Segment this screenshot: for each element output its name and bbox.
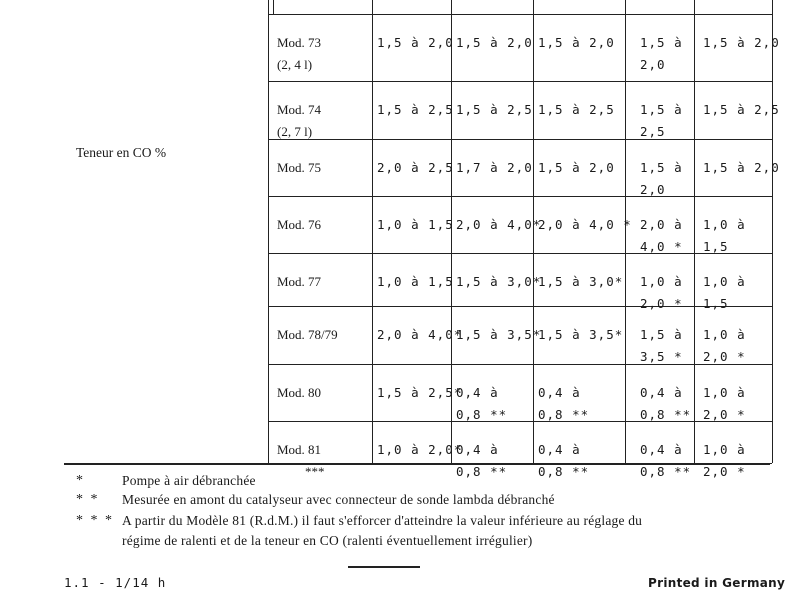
- model-label: (2, 7 l): [277, 124, 313, 139]
- co-value-cell: 1,5 à 3,0*: [456, 274, 542, 289]
- table-row-divider: [268, 14, 772, 15]
- co-value-cell: 1,5 à 2,0: [538, 160, 615, 175]
- co-value-cell: 1,5 à 2,5: [703, 102, 780, 117]
- co-value-cell: 2,0 à 4,0 *: [538, 217, 632, 232]
- model-label: Mod. 78/79: [277, 327, 338, 342]
- co-value-cell: 1,5 à 2,5: [538, 102, 615, 117]
- co-value-cell: 1,0 à 1,5: [377, 217, 454, 232]
- co-value-cell: 0,4 à: [456, 385, 499, 400]
- co-value-cell: 0,8 **: [538, 407, 590, 422]
- table-column-divider: [372, 0, 373, 463]
- co-value-cell: 0,4 à: [640, 442, 683, 457]
- table-left-border: [268, 0, 269, 463]
- co-value-cell: 1,5 à 2,0: [703, 160, 780, 175]
- co-value-cell: 1,5 à 2,0: [377, 35, 454, 50]
- co-value-cell: 0,8 **: [538, 464, 590, 479]
- co-value-cell: 1,0 à: [703, 442, 746, 457]
- table-header-divider: [273, 0, 274, 14]
- co-value-cell: 0,4 à: [538, 442, 581, 457]
- co-value-cell: 2,0 *: [703, 464, 746, 479]
- model-label: ***: [305, 464, 325, 479]
- footnote-text: Pompe à air débranchée: [122, 473, 256, 488]
- co-value-cell: 1,5 à 3,5*: [538, 327, 624, 342]
- co-value-cell: 1,5 à 2,0: [703, 35, 780, 50]
- footnote-mark: * * *: [76, 513, 114, 528]
- table-column-divider: [694, 0, 695, 463]
- table-row-divider: [268, 139, 772, 140]
- co-value-cell: 0,8 **: [456, 464, 508, 479]
- table-row-divider: [268, 421, 772, 422]
- co-value-cell: 1,7 à 2,0: [456, 160, 533, 175]
- model-label: Mod. 80: [277, 385, 322, 400]
- co-value-cell: 1,5 à 2,5*: [377, 385, 463, 400]
- co-value-cell: 2,0 à 4,0*: [377, 327, 463, 342]
- footnote-mark: * *: [76, 492, 100, 507]
- co-value-cell: 0,4 à: [640, 385, 683, 400]
- co-value-cell: 1,5 à: [640, 160, 683, 175]
- model-label: Mod. 75: [277, 160, 322, 175]
- co-value-cell: 2,0 *: [703, 407, 746, 422]
- co-value-cell: 1,0 à 1,5: [377, 274, 454, 289]
- model-label: Mod. 73: [277, 35, 322, 50]
- co-value-cell: 1,5 à 3,0*: [538, 274, 624, 289]
- table-row-divider: [268, 81, 772, 82]
- co-value-cell: 1,5 à: [640, 102, 683, 117]
- co-value-cell: 2,0 à 2,5: [377, 160, 454, 175]
- table-row-divider: [268, 306, 772, 307]
- co-value-cell: 1,5 à: [640, 35, 683, 50]
- footnote-text: Mesurée en amont du catalyseur avec connecteur de sonde lambda débranché: [122, 492, 555, 507]
- co-value-cell: 3,5 *: [640, 349, 683, 364]
- co-value-cell: 1,0 à: [640, 274, 683, 289]
- model-label: Mod. 77: [277, 274, 322, 289]
- co-value-cell: 1,5: [703, 239, 729, 254]
- co-value-cell: 2,0 *: [640, 296, 683, 311]
- page-reference: 1.1 - 1/14 h: [64, 575, 167, 590]
- model-label: (2, 4 l): [277, 57, 313, 72]
- table-row-divider: [268, 196, 772, 197]
- footnote-mark: *: [76, 473, 85, 488]
- co-value-cell: 2,0: [640, 182, 666, 197]
- co-value-cell: 1,5 à 2,0: [538, 35, 615, 50]
- co-value-cell: 0,8 **: [640, 407, 692, 422]
- co-value-cell: 0,8 **: [456, 407, 508, 422]
- side-label: Teneur en CO %: [76, 145, 167, 160]
- co-value-cell: 2,0: [640, 57, 666, 72]
- co-value-cell: 0,4 à: [538, 385, 581, 400]
- co-value-cell: 2,0 à: [640, 217, 683, 232]
- co-value-cell: 2,5: [640, 124, 666, 139]
- separator-rule: [348, 566, 420, 568]
- table-row-divider: [268, 364, 772, 365]
- table-row-divider: [268, 253, 772, 254]
- co-value-cell: 1,5 à 2,0: [456, 35, 533, 50]
- printed-in-label: Printed in Germany: [648, 576, 786, 590]
- co-value-cell: 0,4 à: [456, 442, 499, 457]
- table-column-divider: [772, 0, 773, 463]
- co-value-cell: 1,0 à: [703, 217, 746, 232]
- co-value-cell: 1,5: [703, 296, 729, 311]
- model-label: Mod. 81: [277, 442, 322, 457]
- co-value-cell: 1,0 à: [703, 327, 746, 342]
- co-value-cell: 1,0 à: [703, 274, 746, 289]
- footnote-text: régime de ralenti et de la teneur en CO (ralenti éventuellement irrégulier): [122, 533, 533, 548]
- co-value-cell: 4,0 *: [640, 239, 683, 254]
- co-value-cell: 1,0 à 2,0*: [377, 442, 463, 457]
- co-value-cell: 0,8 **: [640, 464, 692, 479]
- co-value-cell: 2,0 à 4,0*: [456, 217, 542, 232]
- footnote-text: A partir du Modèle 81 (R.d.M.) il faut s'efforcer d'atteindre la valeur inférieure au réglage du: [122, 513, 643, 528]
- co-value-cell: 2,0 *: [703, 349, 746, 364]
- co-value-cell: 1,5 à 2,5: [456, 102, 533, 117]
- model-label: Mod. 74: [277, 102, 322, 117]
- co-value-cell: 1,5 à 2,5: [377, 102, 454, 117]
- co-value-cell: 1,5 à 3,5*: [456, 327, 542, 342]
- model-label: Mod. 76: [277, 217, 322, 232]
- co-value-cell: 1,0 à: [703, 385, 746, 400]
- co-value-cell: 1,5 à: [640, 327, 683, 342]
